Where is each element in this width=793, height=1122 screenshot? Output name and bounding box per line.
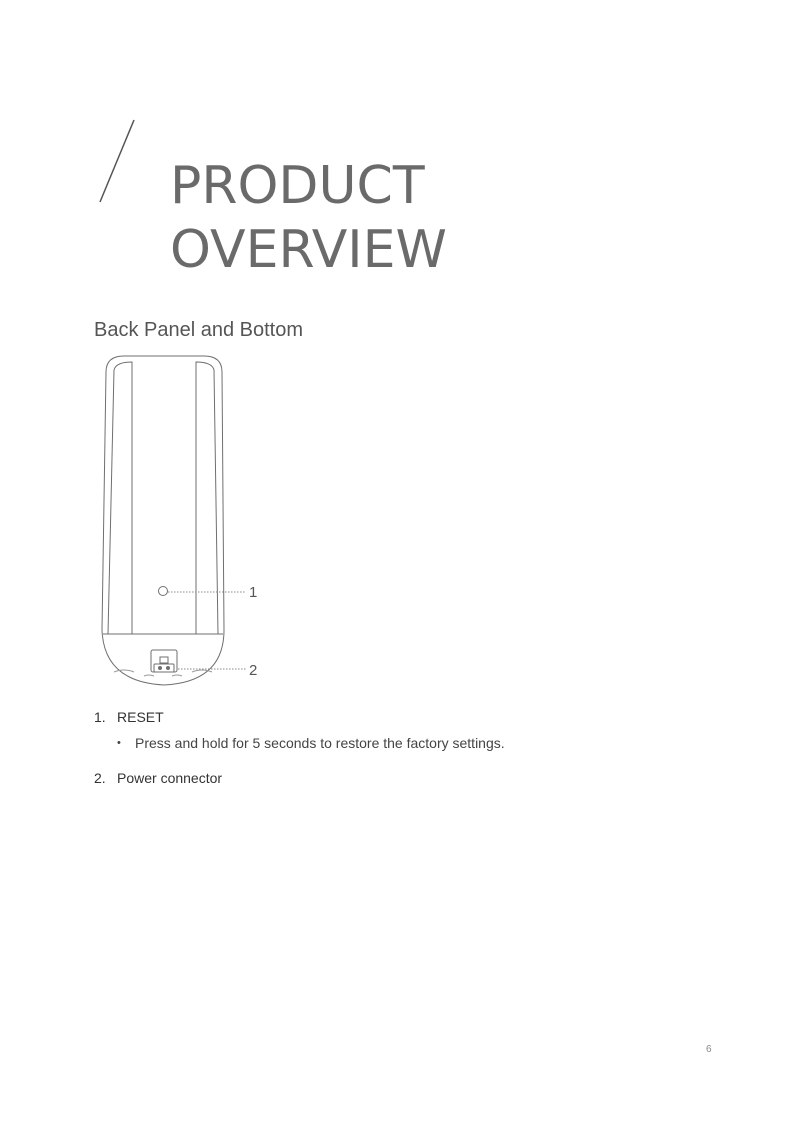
bullet-icon: • [117, 737, 121, 749]
page-title-line-2: OVERVIEW [170, 220, 447, 280]
decorative-slash [96, 118, 138, 204]
speaker-left-panel [108, 362, 132, 634]
reset-button-icon [159, 587, 168, 596]
list-item-label: Power connector [117, 770, 223, 786]
speaker-foot-left [114, 670, 134, 672]
section-heading: Back Panel and Bottom [94, 319, 304, 341]
list-item [94, 768, 514, 788]
speaker-right-panel [196, 362, 218, 634]
list-item [94, 707, 514, 727]
feature-list [94, 707, 514, 788]
speaker-body-outline [102, 356, 224, 685]
page-title-line-1: PRODUCT [170, 156, 425, 216]
speaker-back-illustration [94, 352, 274, 692]
page-number: 6 [706, 1044, 712, 1055]
power-connector-icon [151, 650, 177, 672]
list-item-number: 2. [94, 770, 106, 786]
callout-2-label: 2 [249, 662, 258, 679]
list-sub-item-text: Press and hold for 5 seconds to restore the factory settings. [135, 735, 505, 751]
page-title [170, 154, 447, 282]
list-item-number: 1. [94, 709, 106, 725]
list-item-label: RESET [117, 709, 164, 725]
list-sub-item [117, 734, 514, 753]
callout-1-label: 1 [249, 584, 258, 601]
speaker-foot-mid-left [144, 675, 154, 676]
speaker-foot-mid-right [172, 675, 182, 676]
